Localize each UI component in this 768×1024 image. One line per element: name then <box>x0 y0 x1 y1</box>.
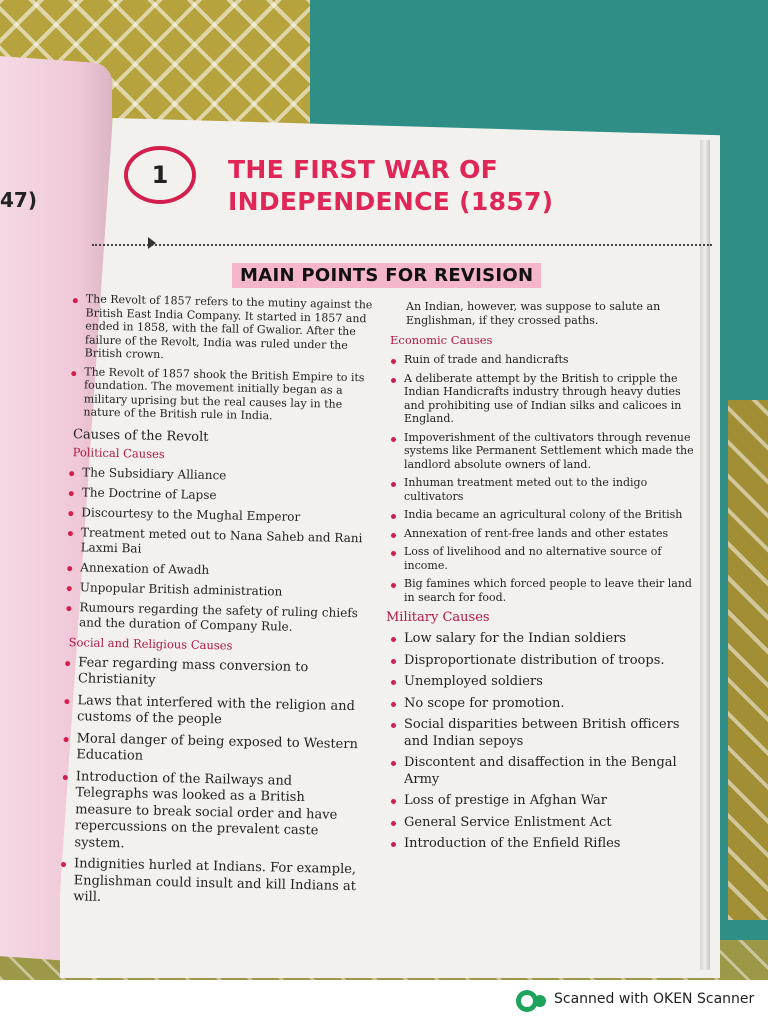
divider-arrow-icon <box>148 237 156 249</box>
list-item: The Revolt of 1857 shook the British Empire to its foundation. The movement initially began as a military uprising but the real causes lay in the nature of the British rule in India. <box>65 364 374 424</box>
list-item: Low salary for the Indian soldiers <box>386 631 702 648</box>
chapter-title-line2: INDEPENDENCE (1857) <box>228 187 554 216</box>
dotted-divider <box>92 244 712 252</box>
list-item: Big famines which forced people to leave their land in search for food. <box>386 577 702 604</box>
list-item: Introduction of the Enfield Rifles <box>386 836 702 853</box>
list-item: General Service Enlistment Act <box>386 815 702 832</box>
political-heading: Political Causes <box>72 444 165 461</box>
left-page-number: 47) <box>0 188 37 212</box>
background-fabric-right <box>728 400 768 920</box>
chapter-title <box>228 154 588 218</box>
causes-heading: Causes of the Revolt <box>72 426 209 445</box>
scanner-logo-dot-icon <box>534 995 546 1007</box>
chapter-number-badge <box>124 146 196 204</box>
list-item: The Doctrine of Lapse <box>64 484 372 505</box>
list-item: Moral danger of being exposed to Western Education <box>58 730 367 769</box>
economic-heading: Economic Causes <box>390 333 493 347</box>
chapter-number: 1 <box>151 161 169 189</box>
list-item: No scope for promotion. <box>386 696 702 713</box>
list-item: Rumours regarding the safety of ruling chiefs and the duration of Company Rule. <box>61 599 370 635</box>
list-item: Annexation of rent-free lands and other estates <box>386 527 702 541</box>
list-item: The Revolt of 1857 refers to the mutiny against the British East India Company. It started in 1857 and ended in 1858, with the fall of Gwalior. After the failure of the Revolt, India was ruled under the British crown. <box>67 292 376 366</box>
scanner-watermark: Scanned with OKEN Scanner <box>554 991 755 1007</box>
list-item: Discourtesy to the Mughal Emperor <box>63 504 371 525</box>
list-item: Loss of livelihood and no alternative source of income. <box>386 545 702 572</box>
list-item: Introduction of the Railways and Telegraphs was looked as a British measure to break social order and have repercussions on the prevalent caste system. <box>56 768 366 857</box>
list-item: Annexation of Awadh <box>62 559 370 580</box>
right-column <box>386 300 702 858</box>
list-item: The Subsidiary Alliance <box>64 464 372 485</box>
list-item: Loss of prestige in Afghan War <box>386 793 702 810</box>
list-item: Impoverishment of the cultivators through revenue systems like Permanent Settlement which made the landlord absolute owners of land. <box>386 431 702 472</box>
list-item: Indignities hurled at Indians. For example, Englishman could insult and kill Indians at will. <box>55 856 364 912</box>
section-banner: MAIN POINTS FOR REVISION <box>232 263 541 288</box>
list-item: Ruin of trade and handicrafts <box>386 353 702 367</box>
list-item: Social disparities between British officers and Indian sepoys <box>386 717 702 750</box>
left-column <box>55 292 376 917</box>
list-item: Unpopular British administration <box>62 579 370 600</box>
list-item: India became an agricultural colony of the British <box>386 508 702 522</box>
list-item: Fear regarding mass conversion to Christianity <box>60 654 369 693</box>
list-item: Laws that interfered with the religion and customs of the people <box>59 692 368 731</box>
list-item: Inhuman treatment meted out to the indigo cultivators <box>386 476 702 503</box>
military-heading: Military Causes <box>386 610 490 625</box>
list-item: Unemployed soldiers <box>386 674 702 691</box>
list-item: A deliberate attempt by the British to cripple the Indian Handicrafts industry through heavy duties and prohibiting use of Indian silks and calicoes in England. <box>386 372 702 426</box>
list-item: Discontent and disaffection in the Bengal Army <box>386 755 702 788</box>
social-heading: Social and Religious Causes <box>68 634 233 653</box>
continuation-text: An Indian, however, was suppose to salute an Englishman, if they crossed paths. <box>406 300 661 327</box>
chapter-title-line1: THE FIRST WAR OF <box>228 155 499 184</box>
list-item: Disproportionate distribution of troops. <box>386 653 702 670</box>
list-item: Treatment meted out to Nana Saheb and Rani Laxmi Bai <box>63 524 372 560</box>
